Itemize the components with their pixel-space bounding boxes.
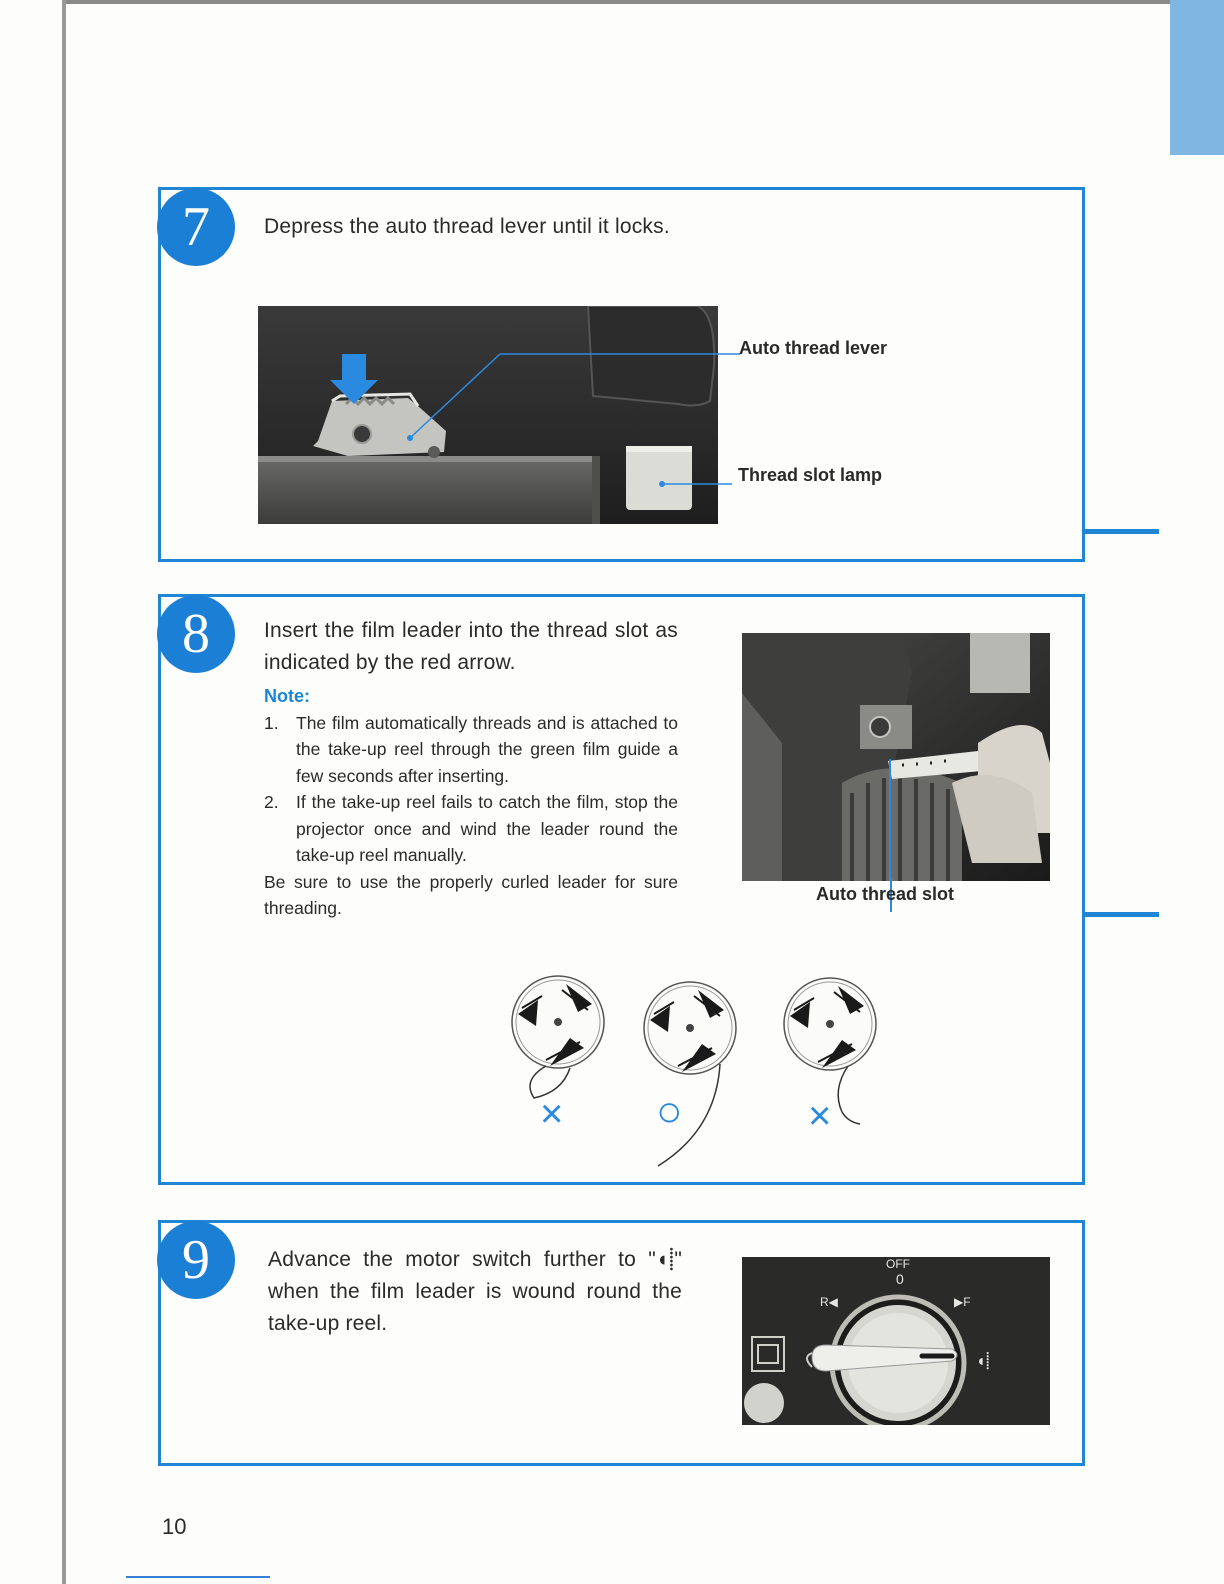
step-9-badge: 9 [157, 1221, 235, 1299]
dial-label-lamp: ◖⸽ [976, 1353, 990, 1370]
reel-mark-wrong-right: × [808, 1094, 832, 1138]
note-item [264, 710, 678, 790]
step-9-instruction-after: " when the film leader is wound round the take-up reel. [268, 1248, 682, 1335]
step-8-notes [264, 683, 678, 922]
reel-mark-wrong-left: × [540, 1092, 564, 1136]
note-item [264, 789, 678, 869]
step-8-photo [742, 633, 1050, 881]
auto-thread-slot-label: Auto thread slot [816, 884, 954, 904]
dial-label-reverse: R◀ [820, 1295, 838, 1309]
dial-label-off: OFF [886, 1257, 910, 1271]
note-text: If the take-up reel fails to catch the film, stop the projector once and wind the leader round the take-up reel manually. [296, 792, 678, 865]
dial-label-forward: ▶F [954, 1295, 971, 1309]
note-label: Note: [264, 686, 310, 706]
step-7-photo [258, 306, 718, 524]
step-7-instruction: Depress the auto thread lever until it locks. [264, 215, 670, 238]
reel-wrong-right [772, 972, 892, 1142]
step-8-instruction: Insert the film leader into the thread slot as indicated by the red arrow. [264, 619, 678, 674]
lamp-symbol-icon: ◖⸽ [655, 1248, 675, 1271]
reel-mark-correct-middle: ○ [656, 1087, 683, 1136]
thread-slot-lamp-label: Thread slot lamp [738, 465, 883, 485]
auto-thread-lever-label: Auto thread lever [739, 338, 888, 358]
left-binding-rule [62, 0, 66, 1584]
step-8-badge: 8 [157, 595, 235, 673]
step-7-badge: 7 [157, 188, 235, 266]
step-8-reminder: Be sure to use the properly curled leader for sure threading. [264, 871, 678, 918]
page-number: 10 [162, 1514, 187, 1539]
step-8-side-bar [1085, 912, 1159, 917]
step-9-photo [742, 1257, 1050, 1425]
note-number: 1. [264, 712, 279, 733]
reel-correct-middle [632, 970, 752, 1170]
step-9-instruction-before: Advance the motor switch further to " [268, 1248, 656, 1271]
note-number: 2. [264, 792, 279, 812]
top-rule [62, 0, 1224, 4]
chapter-tab [1170, 0, 1224, 155]
step-7-side-bar [1085, 529, 1159, 534]
note-text: The film automatically threads and is attached to the take-up reel through the green film guide a few seconds after inserting. [296, 712, 678, 786]
step-9-instruction [268, 1244, 682, 1340]
note-list [264, 710, 678, 869]
bottom-rule [126, 1576, 270, 1578]
dial-label-zero: 0 [896, 1271, 904, 1287]
